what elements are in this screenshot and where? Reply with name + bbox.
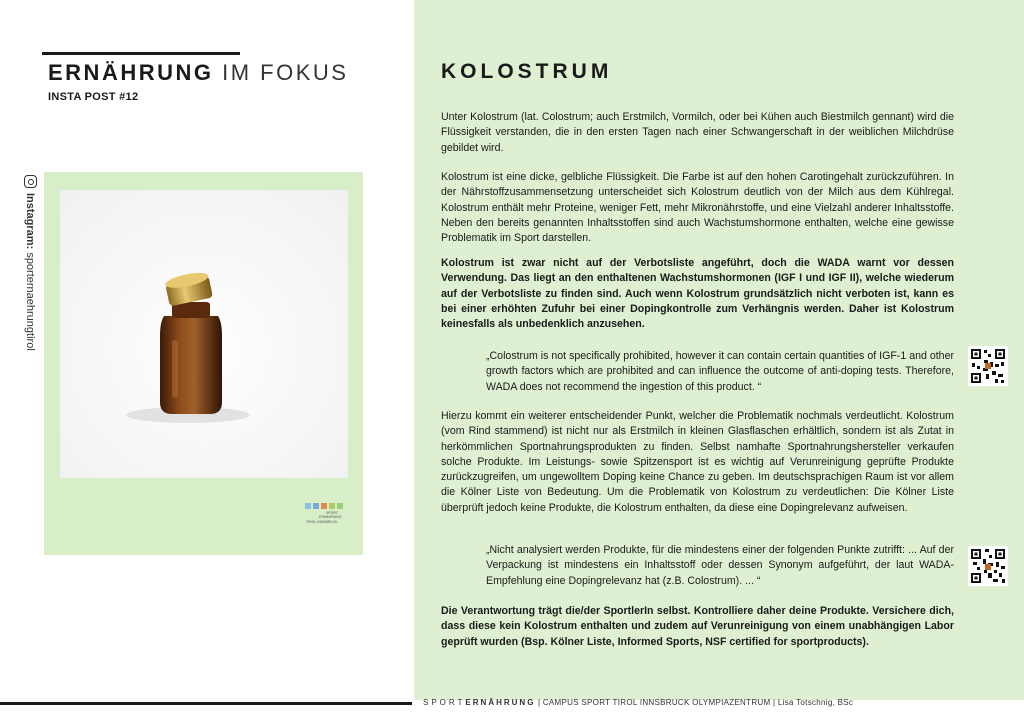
instagram-handle[interactable] [24, 193, 36, 351]
paragraph-conclusion: Die Verantwortung trägt die/der SportlerIn selbst. Kontrolliere daher deine Produkte. Versichere dich, dass diese kein Kolostrum enthalten und zudem auf Verunreinigung von einem unabhängigen Labor geprüft wurden (Bsp. Kölner Liste, Informed Sports, NSF certified for sportproducts). [441, 605, 954, 648]
bottle-illustration [60, 190, 348, 478]
bottle-photo [60, 190, 348, 478]
instagram-badge [24, 175, 40, 188]
article-title: KOLOSTRUM [441, 60, 613, 83]
qr-code-koelner-liste[interactable] [968, 546, 1008, 586]
footer-rule [0, 702, 412, 705]
footer-sport: SPORT [423, 698, 466, 707]
footer-ernaehrung: ERNÄHRUNG [465, 698, 536, 707]
footer-credits: | CAMPUS SPORT TIROL INNSBRUCK OLYMPIAZENTRUM | Lisa Totschnig, BSc [535, 698, 854, 707]
header-rule [42, 52, 240, 55]
paragraph-products: Hierzu kommt ein weiterer entscheidender Punkt, welcher die Problematik nochmals verdeutlicht. Kolostrum (vom Rind stammend) ist nicht nur als Erstmilch in kleinen Glasflaschen erhältlich, sondern ist als Zutat in herkömmlichen Sportnahrungsprodukten zu finden. Selbst namhafte Sportnahrungshersteller verkaufen solche Produkte. Im Leistungs- sowie Spitzensport ist es wichtig auf Verunreinigung geprüfte Produkte zurückzugreifen, um ungewolltem Doping keine Chance zu geben. Im deutschsprachigen Raum ist vor allem die Kölner Liste von Bedeutung. Um die Problematik von Kolostrum zu verdeutlichen: Die Kölner Liste überprüft jedoch keine Produkte, die Kolostrum enthalten, da diese eine Dopingrelevanz aufweisen. [441, 410, 954, 514]
footer [423, 698, 853, 707]
paragraph-intro: Unter Kolostrum (lat. Colostrum; auch Erstmilch, Vormilch, oder bei Kühen auch Biestmilch gennant) wird die Flüssigkeit verstanden, die in den ersten Tagen nach einer Schwangerschaft in der weiblichen Milchdrüse gebildet wird. [441, 111, 954, 154]
logo-line2: ERNÄHRUNG [319, 515, 342, 519]
logo-line3: TIROL INNSBRUCK [306, 520, 338, 524]
quote-koelner-liste: „Nicht analysiert werden Produkte, für die mindestens einer der folgenden Punkte zutrifft: ... Auf der Verpackung ist mindestens ein Inhaltsstoff oder dessen Synonym aufgeführt, der laut WADA-Empfehlung eine Dopingrelevanz hat (z.B. Colostrum). ... “ [486, 544, 954, 587]
paragraph-wada-warning: Kolostrum ist zwar nicht auf der Verbotsliste angeführt, doch die WADA warnt vor dessen Verwendung. Das liegt an den enthaltenen Wachstumshormonen (IGF I und IGF II), welche wiederum auf der Verbotsliste zu finden sind. Auch wenn Kolostrum grundsätzlich nicht verboten ist, kann es bei einer erhöhten Zufuhr bei einer Dopingkontrolle zum Verhängnis werden. Daher ist Kolostrum keinesfalls als unbedenklich anzusehen. [441, 257, 954, 331]
instagram-icon [24, 175, 37, 188]
title-light: IM FOKUS [222, 60, 349, 85]
logo-line1: SPORT [326, 511, 338, 515]
title-bold: ERNÄHRUNG [48, 60, 214, 85]
qr-code-wada[interactable] [968, 346, 1008, 386]
quote-wada: „Colostrum is not specifically prohibited, however it can contain certain quantities of IGF-1 and other growth factors which are prohibited and can influence the outcome of anti-doping tests. Therefore, WADA does not recommend the ingestion of this product. “ [486, 350, 954, 393]
paragraph-properties: Kolostrum ist eine dicke, gelbliche Flüssigkeit. Die Farbe ist auf den hohen Carotingehalt zurückzuführen. In der Nährstoffzusammensetzung unterscheidet sich Kolostrum deutlich von der Milch aus dem Kühlregal. Kolostrum enthält mehr Proteine, weniger Fett, mehr Mikronährstoffe, und eine Vielzahl anderer Inhaltsstoffe. Neben den bereits genannten Inhaltsstoffen sind auch Wachstumshormone enthalten, welche eine gewisse Problematik im Sport darstellen. [441, 171, 954, 245]
instagram-label: Instagram: [24, 193, 36, 250]
page-title [48, 60, 348, 86]
instagram-handle-text: sporternaehrungtirol [24, 252, 36, 351]
sport-logo [304, 502, 344, 526]
post-number: INSTA POST #12 [48, 91, 139, 103]
